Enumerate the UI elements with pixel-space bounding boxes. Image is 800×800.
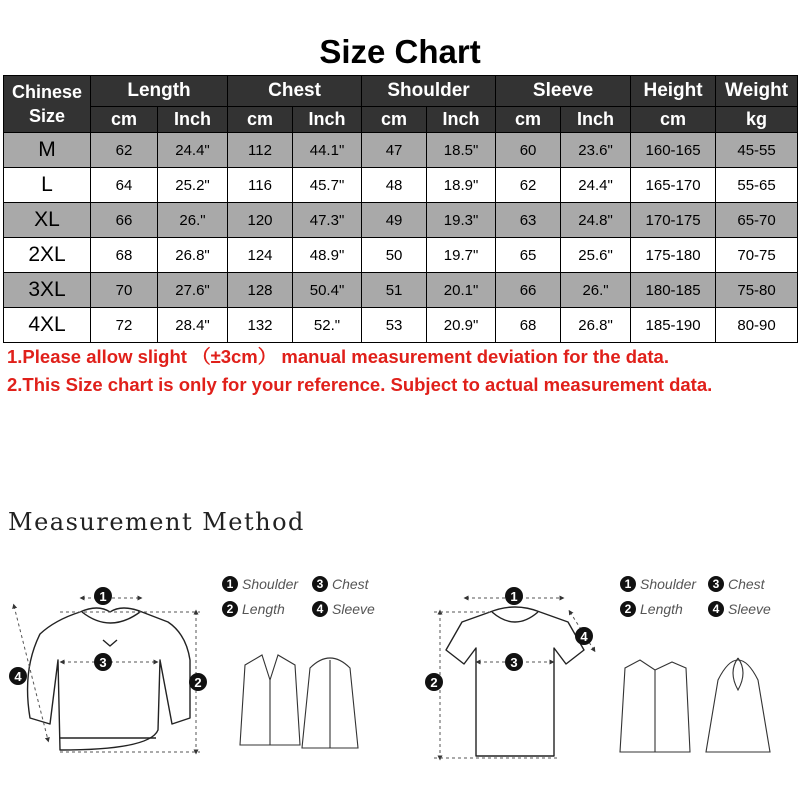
cell-sleeve-inch: 23.6" [561,133,631,168]
measurement-title: Measurement Method [8,508,305,536]
legend-number: 4 [708,601,724,617]
header-chinese-size: Chinese Size [4,76,91,133]
svg-text:4: 4 [14,669,22,684]
legend-sleeve: Sleeve [728,601,771,617]
legend-chest: Chest [728,576,765,592]
header-shoulder: Shoulder [362,76,496,107]
cell-chest-inch: 48.9" [293,238,362,273]
cell-size: M [4,133,91,168]
table-row [4,308,798,343]
marker-4-right [575,627,593,645]
table-row [4,203,798,238]
cell-size: 2XL [4,238,91,273]
legend-length: Length [640,601,683,617]
svg-text:2: 2 [430,675,438,690]
unit-header: kg [716,107,798,133]
legend-number: 1 [222,576,238,592]
size-chart-table [3,75,798,343]
cell-sleeve-inch: 25.6" [561,238,631,273]
marker-2-left [189,673,207,691]
cell-sleeve-cm: 63 [496,203,561,238]
table-row [4,273,798,308]
cell-sleeve-inch: 24.4" [561,168,631,203]
marker-3-right [505,653,523,671]
marker-1-left [94,587,112,605]
cell-length-cm: 64 [91,168,158,203]
header-chest: Chest [228,76,362,107]
svg-text:3: 3 [510,655,518,670]
cell-sleeve-inch: 26.8" [561,308,631,343]
cell-weight-kg: 45-55 [716,133,798,168]
cell-sleeve-cm: 62 [496,168,561,203]
cell-height-cm: 185-190 [631,308,716,343]
cell-length-inch: 24.4" [158,133,228,168]
legend-number: 4 [312,601,328,617]
cell-length-cm: 68 [91,238,158,273]
svg-text:1: 1 [99,589,107,604]
page-title: Size Chart [319,33,481,70]
cell-weight-kg: 75-80 [716,273,798,308]
cell-size: L [4,168,91,203]
note-1: 1.Please allow slight （±3cm） manual measurement deviation for the data. [7,346,669,367]
cell-chest-cm: 124 [228,238,293,273]
tshirt-outline [446,607,584,756]
cell-weight-kg: 80-90 [716,308,798,343]
legend-number: 2 [620,601,636,617]
svg-text:2: 2 [194,675,202,690]
cell-weight-kg: 55-65 [716,168,798,203]
cell-chest-inch: 47.3" [293,203,362,238]
cell-shoulder-inch: 19.7" [427,238,496,273]
cell-height-cm: 180-185 [631,273,716,308]
cell-shoulder-cm: 53 [362,308,427,343]
cell-chest-cm: 120 [228,203,293,238]
hoodie-outline [706,660,770,752]
header-sleeve: Sleeve [496,76,631,107]
unit-header: cm [228,107,293,133]
unit-header: Inch [293,107,362,133]
cell-size: 3XL [4,273,91,308]
cell-length-cm: 66 [91,203,158,238]
cell-sleeve-cm: 66 [496,273,561,308]
cell-chest-cm: 112 [228,133,293,168]
legend-chest: Chest [332,576,369,592]
cell-chest-inch: 50.4" [293,273,362,308]
cell-length-inch: 27.6" [158,273,228,308]
svg-text:4: 4 [580,629,588,644]
cell-length-cm: 62 [91,133,158,168]
cell-length-inch: 25.2" [158,168,228,203]
cell-sleeve-cm: 65 [496,238,561,273]
cell-length-cm: 72 [91,308,158,343]
unit-header: cm [362,107,427,133]
cell-shoulder-cm: 47 [362,133,427,168]
cell-chest-inch: 45.7" [293,168,362,203]
cell-size: XL [4,203,91,238]
table-row [4,238,798,273]
cell-chest-cm: 132 [228,308,293,343]
cell-shoulder-cm: 51 [362,273,427,308]
legend-shoulder: Shoulder [242,576,299,592]
cell-height-cm: 175-180 [631,238,716,273]
cell-sleeve-inch: 24.8" [561,203,631,238]
svg-text:1: 1 [510,589,518,604]
legend-number: 3 [708,576,724,592]
marker-1-right [505,587,523,605]
cell-length-cm: 70 [91,273,158,308]
cell-height-cm: 160-165 [631,133,716,168]
cell-shoulder-cm: 49 [362,203,427,238]
legend-number: 3 [312,576,328,592]
header-weight: Weight [716,76,798,107]
marker-3-left [94,653,112,671]
note-2: 2.This Size chart is only for your reference. Subject to actual measurement data. [7,374,713,395]
cell-length-inch: 26." [158,203,228,238]
size-rows [4,133,798,343]
cell-shoulder-inch: 20.9" [427,308,496,343]
cell-chest-cm: 128 [228,273,293,308]
svg-text:3: 3 [99,655,107,670]
marker-4-left [9,667,27,685]
cell-weight-kg: 65-70 [716,203,798,238]
table-row [4,168,798,203]
cell-sleeve-inch: 26." [561,273,631,308]
table-row [4,133,798,168]
legend-number: 1 [620,576,636,592]
cell-size: 4XL [4,308,91,343]
cell-shoulder-inch: 20.1" [427,273,496,308]
cell-height-cm: 165-170 [631,168,716,203]
cell-chest-inch: 44.1" [293,133,362,168]
cell-shoulder-inch: 18.5" [427,133,496,168]
unit-header: Inch [561,107,631,133]
unit-header: cm [631,107,716,133]
legend-length: Length [242,601,285,617]
legend-sleeve: Sleeve [332,601,375,617]
marker-2-right [425,673,443,691]
cell-shoulder-cm: 48 [362,168,427,203]
sweatshirt-outline [28,608,190,750]
cell-length-inch: 26.8" [158,238,228,273]
cell-shoulder-cm: 50 [362,238,427,273]
cell-weight-kg: 70-75 [716,238,798,273]
cell-shoulder-inch: 19.3" [427,203,496,238]
cell-sleeve-cm: 68 [496,308,561,343]
unit-header: Inch [427,107,496,133]
cell-shoulder-inch: 18.9" [427,168,496,203]
legend-shoulder: Shoulder [640,576,697,592]
cell-height-cm: 170-175 [631,203,716,238]
cell-length-inch: 28.4" [158,308,228,343]
cell-chest-cm: 116 [228,168,293,203]
cell-chest-inch: 52." [293,308,362,343]
legend-number: 2 [222,601,238,617]
header-length: Length [91,76,228,107]
unit-header: cm [91,107,158,133]
unit-header: Inch [158,107,228,133]
unit-header: cm [496,107,561,133]
header-height: Height [631,76,716,107]
cell-sleeve-cm: 60 [496,133,561,168]
notes [7,343,797,399]
